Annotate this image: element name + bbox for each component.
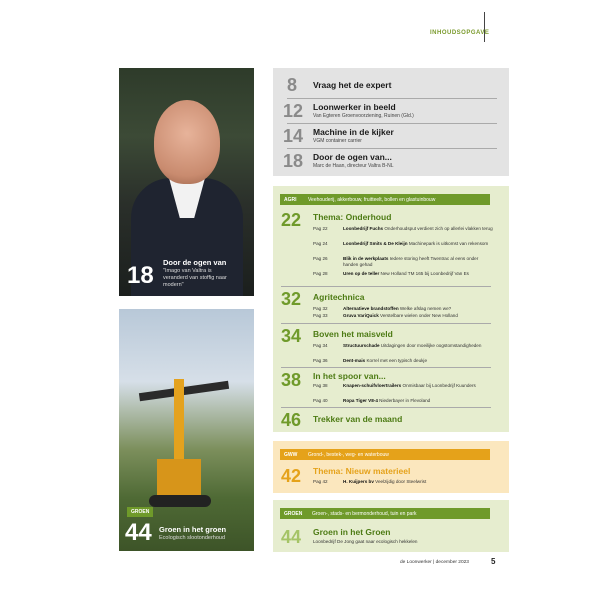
item-text: Alternatieve brandstoffen Welke afslag nemen we? — [343, 306, 452, 311]
section-number: 32 — [281, 289, 302, 309]
groen-section-box — [273, 500, 509, 552]
entry-subtitle: Van Egteren Groenvoorziening, Ruinen (Gld.) — [313, 113, 414, 119]
section-number: 46 — [281, 410, 302, 430]
machine-track — [149, 495, 211, 507]
item-page: Pag 26 — [313, 256, 328, 261]
item-page: Pag 32 — [313, 306, 328, 311]
photo-top-subtitle: "Imago van Valtra is veranderd van stoffig naar modern" — [163, 268, 227, 288]
entry-subtitle: VGM container carrier — [313, 138, 362, 144]
gww-band — [280, 449, 490, 460]
section-title: Trekker van de maand — [313, 414, 403, 424]
item-page: Pag 24 — [313, 241, 328, 246]
item-text: Loonbedrijf Smits & De Kleijn Machinepark is uitkomst van rekensom — [343, 241, 489, 246]
photo-bottom-number: 44 — [125, 519, 152, 546]
entry-number: 18 — [283, 151, 304, 171]
machine-body — [157, 459, 201, 499]
section-number: 44 — [281, 527, 302, 547]
item-text: Gruva VariQuick Verstelbare wielen onder New Holland — [343, 313, 458, 318]
header-title: INHOUDSOPGAVE — [430, 30, 490, 36]
entry-title: Door de ogen van... — [313, 152, 392, 162]
item-page: Pag 42 — [313, 479, 328, 484]
divider — [281, 323, 491, 324]
entry-number: 14 — [283, 126, 304, 146]
item-text: Dent-mais Korrel met een typisch deukje — [343, 358, 428, 363]
entry-title: Vraag het de expert — [313, 80, 392, 90]
band-text: Grond-, bestek-, weg- en waterbouw — [308, 452, 389, 458]
item-page: Pag 36 — [313, 358, 328, 363]
item-text: H. Kuijpers bv Veelzijdig door Steelwrist — [343, 479, 427, 484]
photo-top-title: Door de ogen van — [163, 258, 227, 267]
item-text: Structuurschade Uitdagingen door moeilijke oogstomstandigheden — [343, 343, 482, 348]
section-title: Agritechnica — [313, 292, 365, 302]
section-title: Thema: Onderhoud — [313, 212, 392, 222]
gww-section-box — [273, 441, 509, 493]
item-page: Pag 22 — [313, 226, 328, 231]
item-page: Pag 38 — [313, 383, 328, 388]
photo-bottom-subtitle: Ecologisch slootonderhoud — [159, 535, 226, 541]
divider — [287, 148, 497, 149]
groen-band — [280, 508, 490, 519]
entry-title: Loonwerker in beeld — [313, 102, 396, 112]
section-title: Thema: Nieuw materieel — [313, 466, 411, 476]
section-number: 22 — [281, 210, 302, 230]
item-text: Uren op de teller New Holland TM 165 bij Loonbedrijf Van Es — [343, 271, 469, 276]
band-label: GROEN — [284, 511, 303, 517]
item-page: Pag 34 — [313, 343, 328, 348]
section-number: 34 — [281, 326, 302, 346]
item-page: Pag 40 — [313, 398, 328, 403]
item-text: Knapen-schuifvloertrailers Onmisbaar bij Loonbedrijf Kuunders — [343, 383, 476, 388]
section-subtitle: Loonbedrijf De Jong gaat naar ecologisch hekkelen — [313, 539, 418, 544]
band-label: AGRI — [284, 197, 297, 203]
photo-bottom-tag: GROEN — [127, 507, 153, 517]
agri-band — [280, 194, 490, 205]
agri-section-box — [273, 186, 509, 432]
item-text: Loonbedrijf Fuchs Onderhoudsput verdient zich op allerlei vlakken terug — [343, 226, 493, 231]
item-page: Pag 33 — [313, 313, 328, 318]
person-head — [154, 100, 220, 184]
photo-bottom-title: Groen in het groen — [159, 525, 227, 534]
entry-subtitle: Marc de Haan, directeur Valtra B-NL — [313, 163, 394, 169]
divider — [281, 286, 491, 287]
band-label: GWW — [284, 452, 298, 458]
footer-publication: de Loonwerker | december 2023 — [400, 560, 469, 565]
entry-number: 12 — [283, 101, 304, 121]
divider — [287, 123, 497, 124]
photo-machine — [119, 309, 254, 551]
divider — [287, 98, 497, 99]
photo-top-number: 18 — [127, 262, 154, 289]
divider — [281, 407, 491, 408]
section-title: In het spoor van... — [313, 371, 386, 381]
item-text: Ropa Tiger V8-4 Niederbayer in Flevoland — [343, 398, 431, 403]
header-rule — [484, 12, 485, 42]
item-page: Pag 28 — [313, 271, 328, 276]
section-title: Boven het maisveld — [313, 329, 393, 339]
section-number: 38 — [281, 370, 302, 390]
item-text: Blik in de werkplaats Iedere storing heeft Twentrac al eens onder handen gehad — [343, 256, 479, 267]
band-text: Veehouderij, akkerbouw, fruitteelt, bollen en glastuinbouw — [308, 197, 436, 203]
section-number: 42 — [281, 466, 302, 486]
section-title: Groen in het Groen — [313, 527, 391, 537]
machine-arm — [139, 381, 229, 401]
photo-portrait — [119, 68, 254, 296]
entry-title: Machine in de kijker — [313, 127, 394, 137]
entry-number: 8 — [287, 75, 298, 95]
band-text: Groen-, stads- en bermonderhoud, tuin en park — [312, 511, 417, 517]
page-number: 5 — [491, 557, 496, 566]
divider — [281, 367, 491, 368]
regular-features-box — [273, 68, 509, 176]
